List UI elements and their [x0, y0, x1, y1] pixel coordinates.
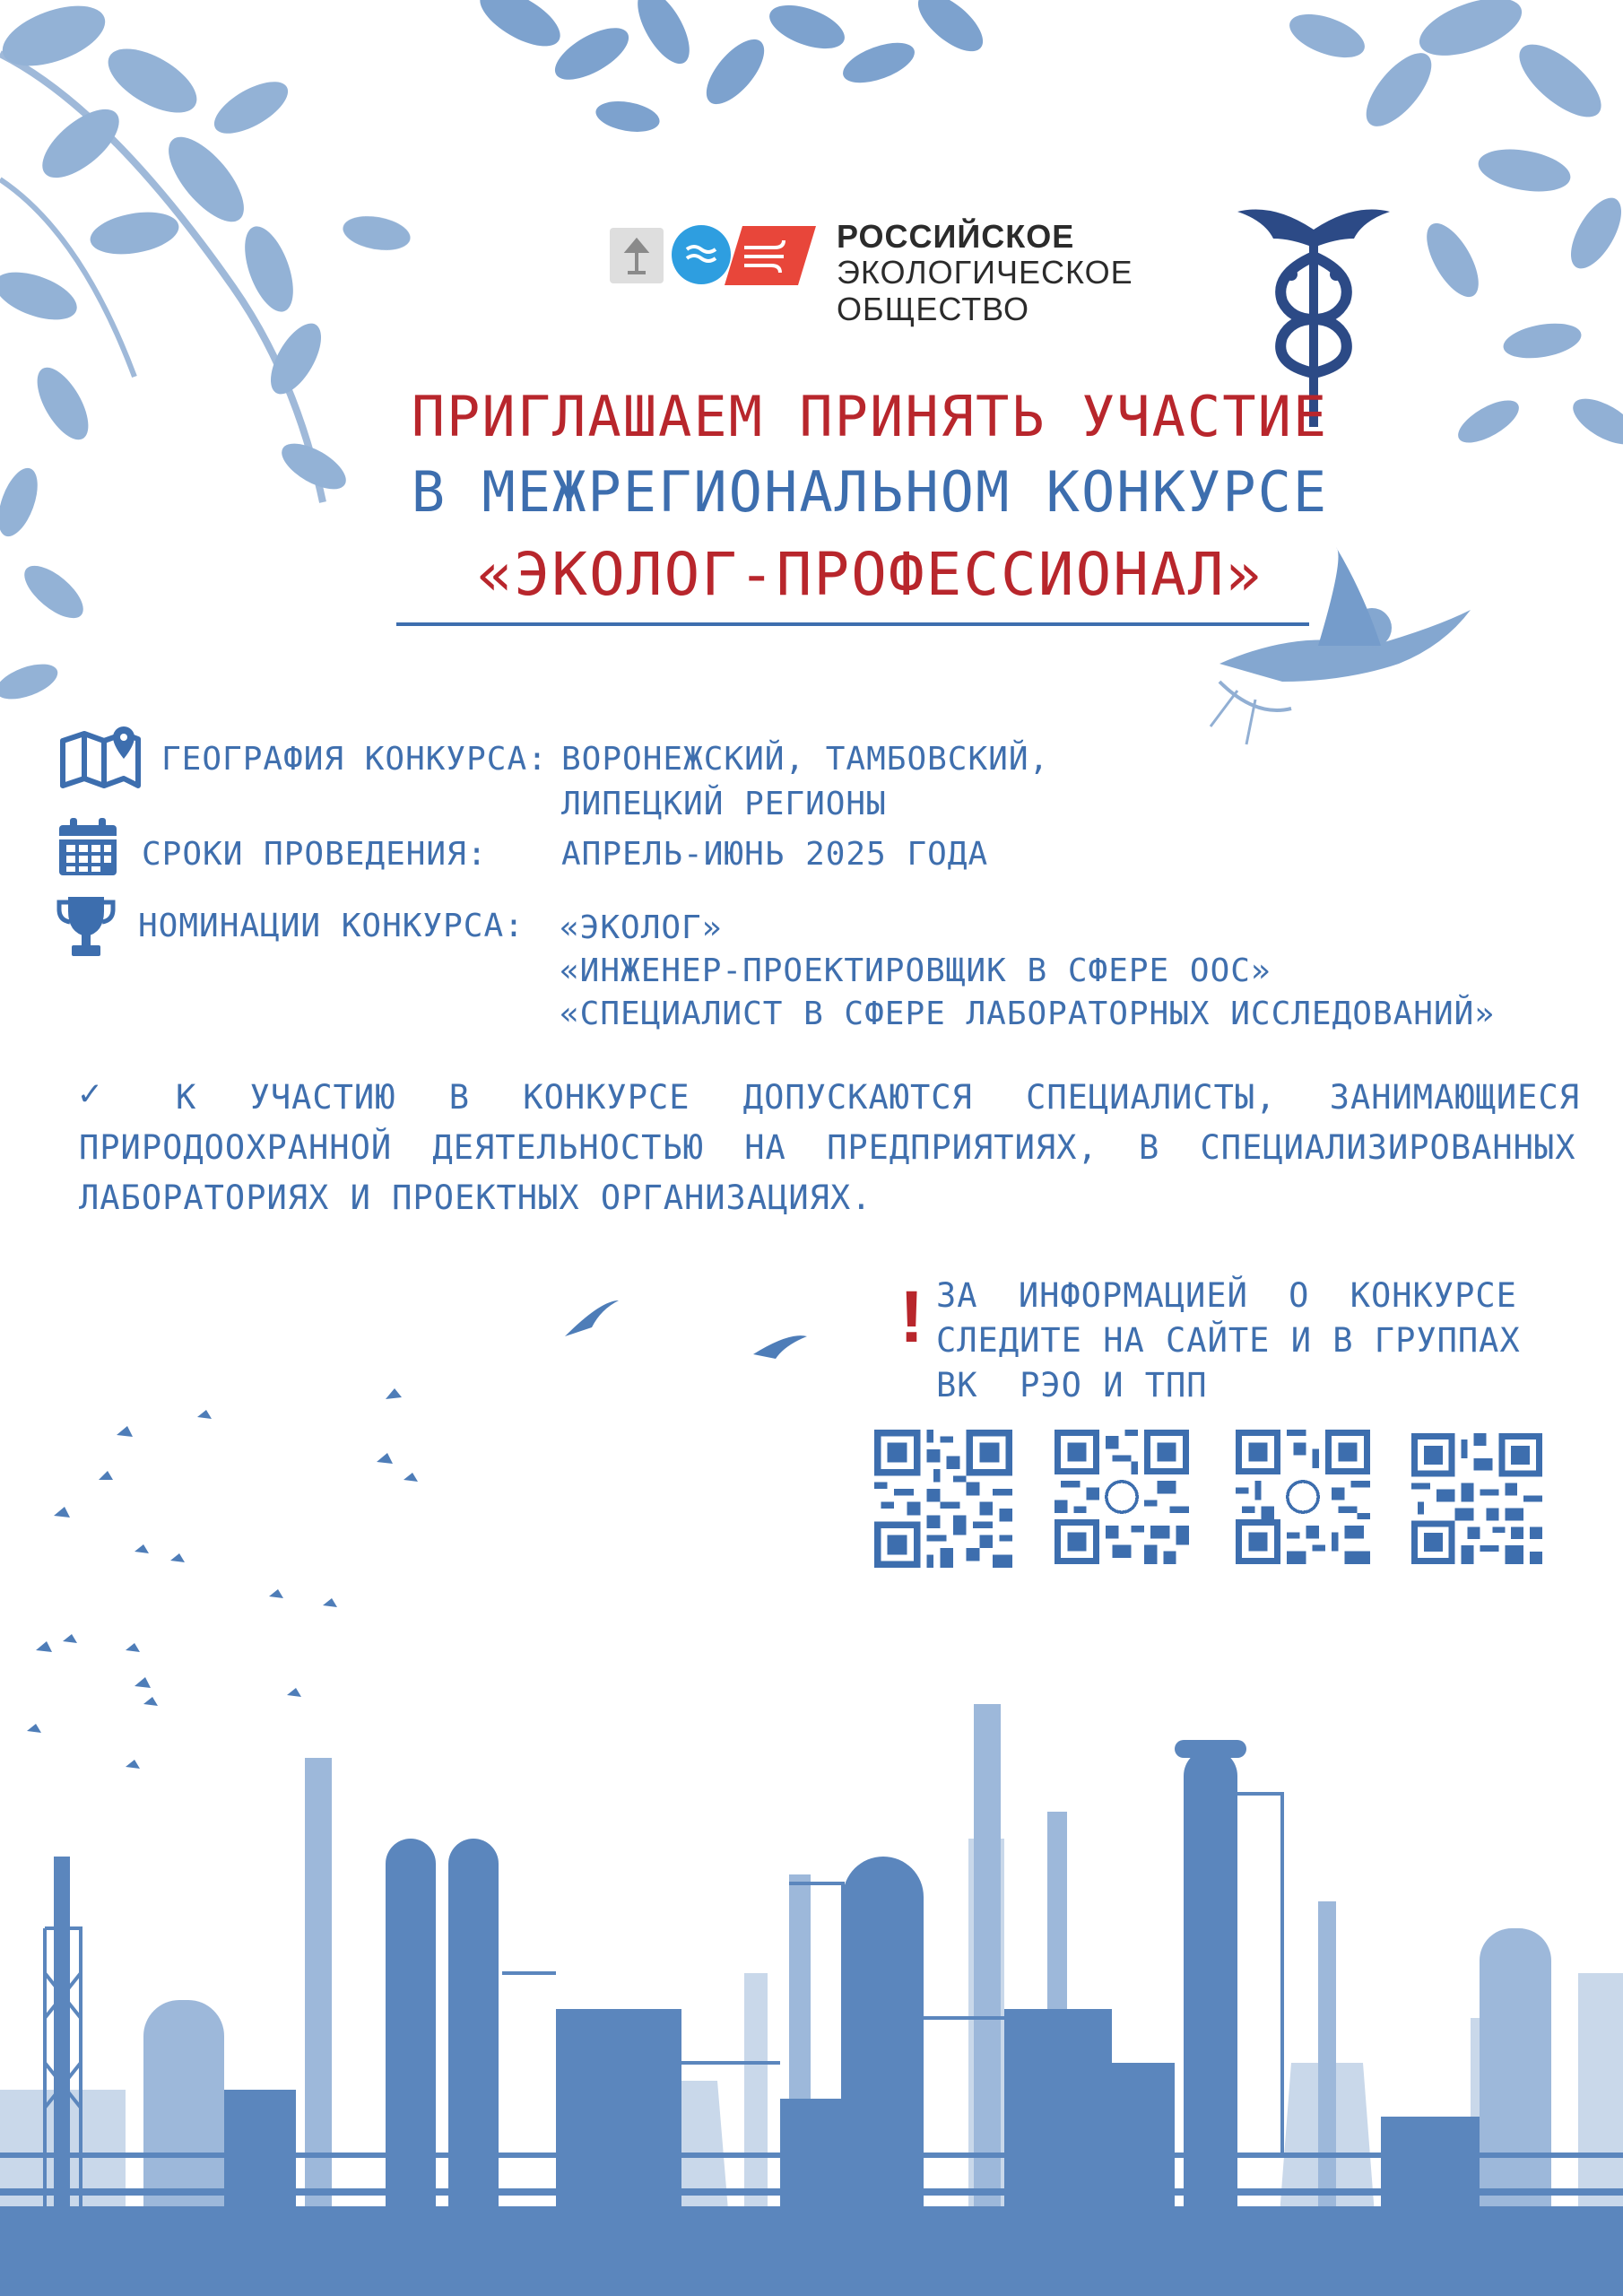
exclamation-icon: ! [899, 1276, 924, 1358]
eligibility-line-1: К УЧАСТИЮ В КОНКУРСЕ ДОПУСКАЮТСЯ СПЕЦИАЛИСТЫ, ЗАНИМАЮЩИЕСЯ [176, 1078, 1581, 1117]
industrial-skyline [0, 1704, 1623, 2296]
organization-name [837, 219, 1133, 327]
qr-code-vk-tpp[interactable] [1236, 1430, 1370, 1564]
eligibility-line-2: ПРИРОДООХРАННОЙ ДЕЯТЕЛЬНОСТЬЮ НА ПРЕДПРИЯТИЯХ, В СПЕЦИАЛИЗИРОВАННЫХ [79, 1128, 1576, 1167]
organization-name-line-3: ОБЩЕСТВО [837, 290, 1029, 327]
geography-value-line-1: ВОРОНЕЖСКИЙ, ТАМБОВСКИЙ, [561, 741, 1050, 778]
contact-line-3: ВК РЭО И ТПП [936, 1366, 1208, 1405]
map-pin-icon [59, 726, 142, 791]
organization-logo [608, 222, 816, 289]
nominations-label: НОМИНАЦИИ КОНКУРСА: [138, 908, 525, 944]
qr-code-site[interactable] [1411, 1433, 1542, 1564]
organization-name-line-1: РОССИЙСКОЕ [837, 218, 1075, 255]
organization-name-line-2: ЭКОЛОГИЧЕСКОЕ [837, 254, 1133, 291]
headline-contest-type: В МЕЖРЕГИОНАЛЬНОМ КОНКУРСЕ [411, 459, 1329, 525]
nomination-item: «ЭКОЛОГ» [560, 909, 723, 946]
contact-line-1: ЗА ИНФОРМАЦИЕЙ О КОНКУРСЕ [936, 1276, 1517, 1315]
geography-value-line-2: ЛИПЕЦКИЙ РЕГИОНЫ [561, 786, 887, 822]
nomination-item: «ИНЖЕНЕР-ПРОЕКТИРОВЩИК В СФЕРЕ ООС» [560, 952, 1271, 989]
dates-label: СРОКИ ПРОВЕДЕНИЯ: [142, 836, 488, 873]
calendar-icon [57, 816, 118, 877]
foliage-top-center [472, 0, 993, 136]
qr-code-website[interactable] [872, 1430, 1015, 1568]
eligibility-paragraph [79, 1073, 1581, 1223]
checkmark-icon: ✓ [79, 1073, 101, 1114]
trophy-icon [56, 893, 117, 960]
headline-invitation: ПРИГЛАШАЕМ ПРИНЯТЬ УЧАСТИЕ [411, 384, 1329, 449]
contact-line-2: СЛЕДИТЕ НА САЙТЕ И В ГРУППАХ [936, 1321, 1521, 1360]
geography-label: ГЕОГРАФИЯ КОНКУРСА: [161, 741, 548, 778]
eligibility-line-3: ЛАБОРАТОРИЯХ И ПРОЕКТНЫХ ОРГАНИЗАЦИЯХ. [79, 1178, 872, 1217]
nomination-item: «СПЕЦИАЛИСТ В СФЕРЕ ЛАБОРАТОРНЫХ ИССЛЕДОВАНИЙ» [560, 996, 1495, 1032]
flying-birds [27, 1300, 807, 1769]
headline-contest-name: «ЭКОЛОГ-ПРОФЕССИОНАЛ» [476, 540, 1263, 609]
headline-underline [396, 622, 1309, 626]
dates-value: АПРЕЛЬ-ИЮНЬ 2025 ГОДА [561, 836, 989, 873]
qr-code-vk-reo[interactable] [1055, 1430, 1189, 1564]
